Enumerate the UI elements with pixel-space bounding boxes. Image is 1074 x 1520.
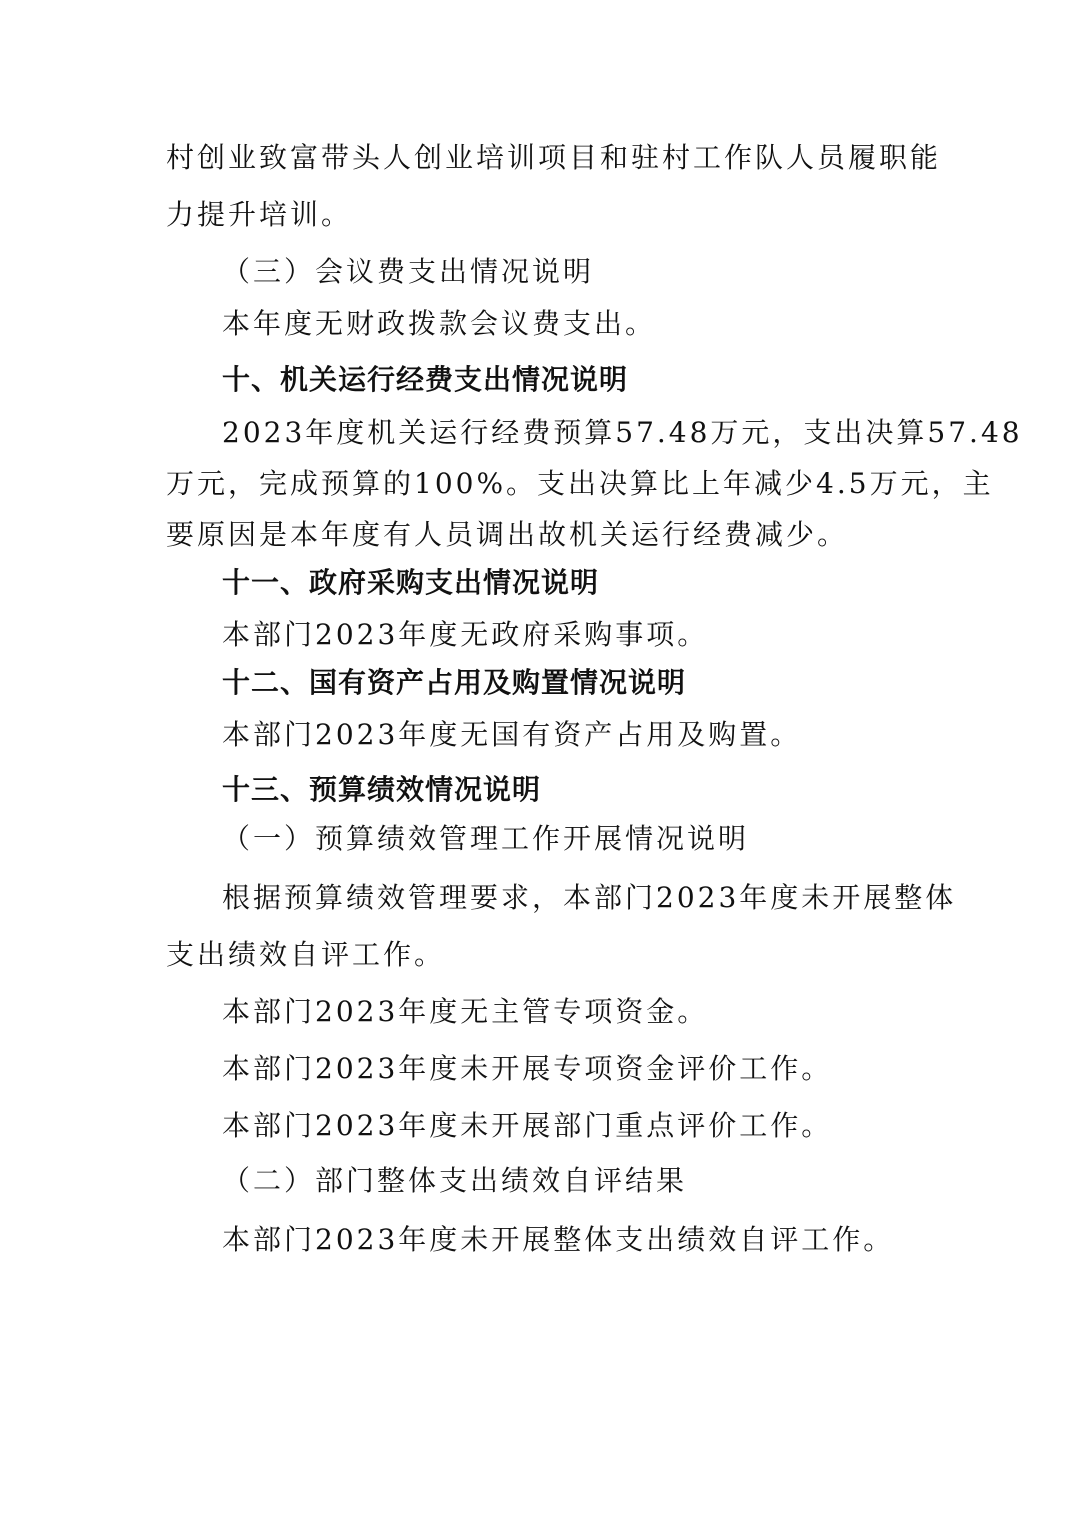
section-heading: 十二、国有资产占用及购置情况说明 [222, 666, 687, 699]
paragraph-line: 本部门2023年度未开展整体支出绩效自评工作。 [222, 1223, 895, 1256]
paragraph-line: 万元，完成预算的100%。支出决算比上年减少4.5万元，主 [166, 467, 994, 500]
paragraph-line: 要原因是本年度有人员调出故机关运行经费减少。 [166, 518, 849, 551]
paragraph-line: 本部门2023年度未开展部门重点评价工作。 [222, 1109, 833, 1142]
paragraph-line: 本部门2023年度未开展专项资金评价工作。 [222, 1052, 833, 1085]
section-heading: 十三、预算绩效情况说明 [222, 773, 542, 806]
section-heading: 十、机关运行经费支出情况说明 [222, 363, 629, 396]
paragraph-line: 2023年度机关运行经费预算57.48万元，支出决算57.48 [222, 416, 1023, 449]
paragraph-line: 本部门2023年度无主管专项资金。 [222, 995, 709, 1028]
subsection-heading: （二）部门整体支出绩效自评结果 [222, 1164, 688, 1197]
subsection-heading: （三）会议费支出情况说明 [222, 255, 595, 288]
paragraph-line: 力提升培训。 [166, 198, 353, 231]
section-heading: 十一、政府采购支出情况说明 [222, 566, 600, 599]
paragraph-line: 本年度无财政拨款会议费支出。 [222, 307, 657, 340]
paragraph-line: 根据预算绩效管理要求，本部门2023年度未开展整体 [222, 881, 957, 914]
paragraph-line: 支出绩效自评工作。 [166, 938, 446, 971]
paragraph-line: 本部门2023年度无政府采购事项。 [222, 618, 709, 651]
paragraph-line: 村创业致富带头人创业培训项目和驻村工作队人员履职能 [166, 141, 942, 174]
subsection-heading: （一）预算绩效管理工作开展情况说明 [222, 822, 750, 855]
paragraph-line: 本部门2023年度无国有资产占用及购置。 [222, 718, 802, 751]
